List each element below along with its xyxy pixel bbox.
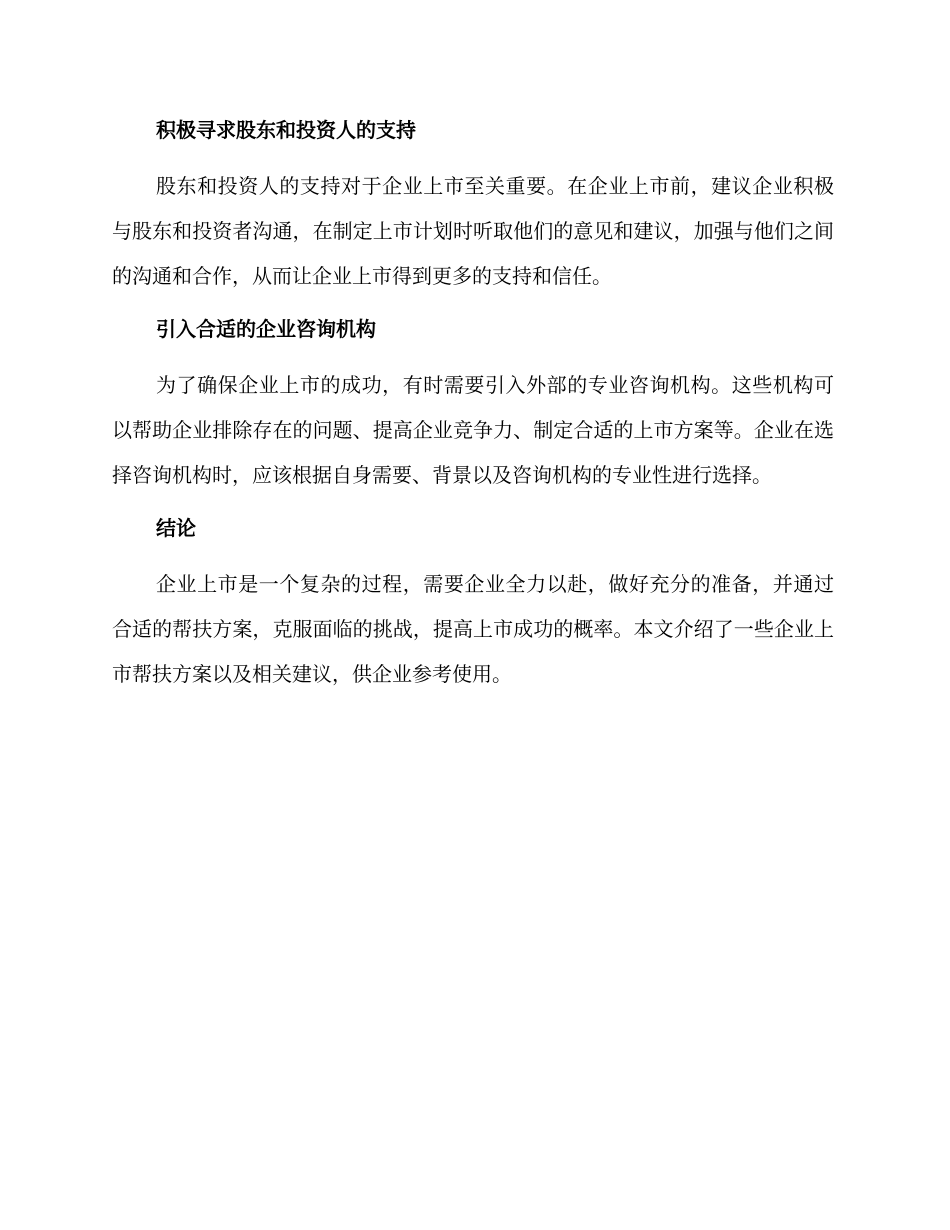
section-heading: 结论	[156, 516, 196, 540]
section-paragraph: 企业上市是一个复杂的过程，需要企业全力以赴，做好充分的准备，并通过合适的帮扶方案，克服面临的挑战，提高上市成功的概率。本文介绍了一些企业上市帮扶方案以及相关建议，供企业参考使用。	[112, 572, 834, 686]
section-paragraph: 股东和投资人的支持对于企业上市至关重要。在企业上市前，建议企业积极与股东和投资者沟通，在制定上市计划时听取他们的意见和建议，加强与他们之间的沟通和合作，从而让企业上市得到更多的支持和信任。	[112, 174, 834, 288]
section-shareholder-support	[112, 112, 834, 299]
section-consulting-agency	[112, 311, 834, 498]
document-page	[112, 112, 834, 709]
section-heading: 引入合适的企业咨询机构	[156, 317, 376, 341]
section-heading: 积极寻求股东和投资人的支持	[156, 118, 416, 142]
section-paragraph: 为了确保企业上市的成功，有时需要引入外部的专业咨询机构。这些机构可以帮助企业排除存在的问题、提高企业竞争力、制定合适的上市方案等。企业在选择咨询机构时，应该根据自身需要、背景以及咨询机构的专业性进行选择。	[112, 373, 834, 487]
section-conclusion	[112, 510, 834, 697]
